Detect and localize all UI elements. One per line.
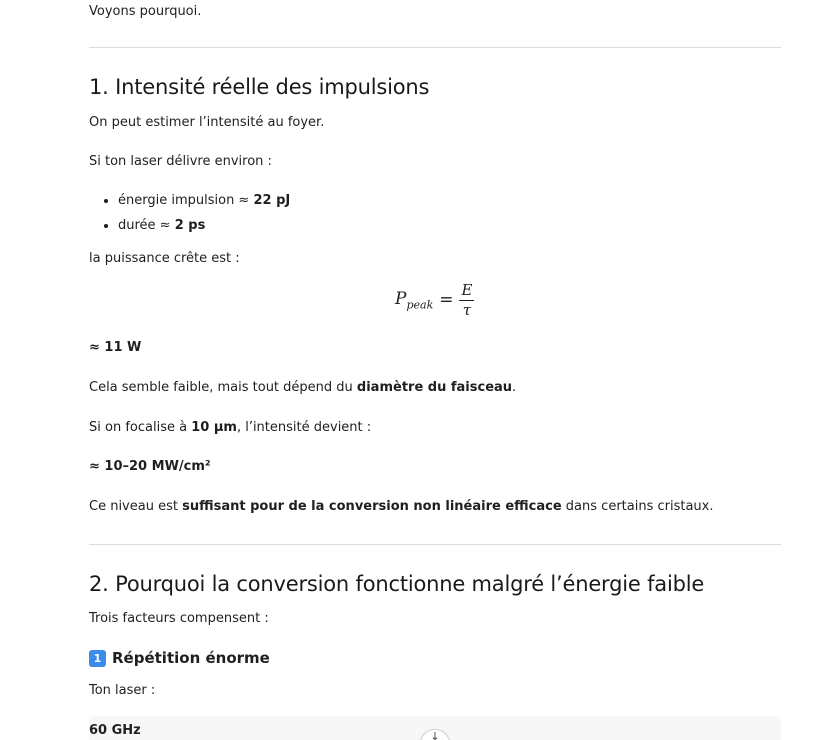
list-item: • énergie impulsion ≈ 22 pJ — [118, 191, 290, 211]
subsection-heading: 1 Répétition énorme — [89, 649, 270, 667]
arrow-down-icon: ↓ — [430, 730, 440, 740]
section1-heading: 1. Intensité réelle des impulsions — [89, 75, 430, 99]
section1-paragraph-4: Cela semble faible, mais tout dépend du diamètre du faisceau. — [89, 380, 517, 395]
section1-paragraph-2: Si ton laser délivre environ : — [89, 154, 272, 169]
peak-power-formula: $P_{peak}$ = $\frac{E}{\tau}$ — [395, 281, 473, 319]
section1-paragraph-1: On peut estimer l’intensité au foyer. — [89, 115, 325, 130]
repetition-rate-value: 60 GHz — [89, 723, 141, 738]
section2-paragraph-2: Ton laser : — [89, 683, 156, 698]
section1-paragraph-5: Si on focalise à 10 µm, l’intensité devient : — [89, 420, 372, 435]
section1-paragraph-6: Ce niveau est suffisant pour de la conversion non linéaire efficace dans certains cristaux. — [89, 499, 714, 514]
divider — [89, 544, 781, 545]
fraction: $\frac{E}{\tau}$ — [461, 281, 473, 319]
section1-paragraph-3: la puissance crête est : — [89, 251, 240, 266]
bullet-list — [89, 191, 290, 241]
keycap-one-icon: 1 — [89, 650, 106, 667]
result-peak-power: ≈ 11 W — [89, 340, 142, 355]
list-item: • durée ≈ 2 ps — [118, 216, 290, 236]
result-intensity: ≈ 10–20 MW/cm² — [89, 459, 211, 474]
divider — [89, 47, 781, 48]
intro-text: Voyons pourquoi. — [89, 4, 202, 19]
section2-paragraph-1: Trois facteurs compensent : — [89, 611, 269, 626]
section2-heading: 2. Pourquoi la conversion fonctionne malgré l’énergie faible — [89, 572, 705, 596]
